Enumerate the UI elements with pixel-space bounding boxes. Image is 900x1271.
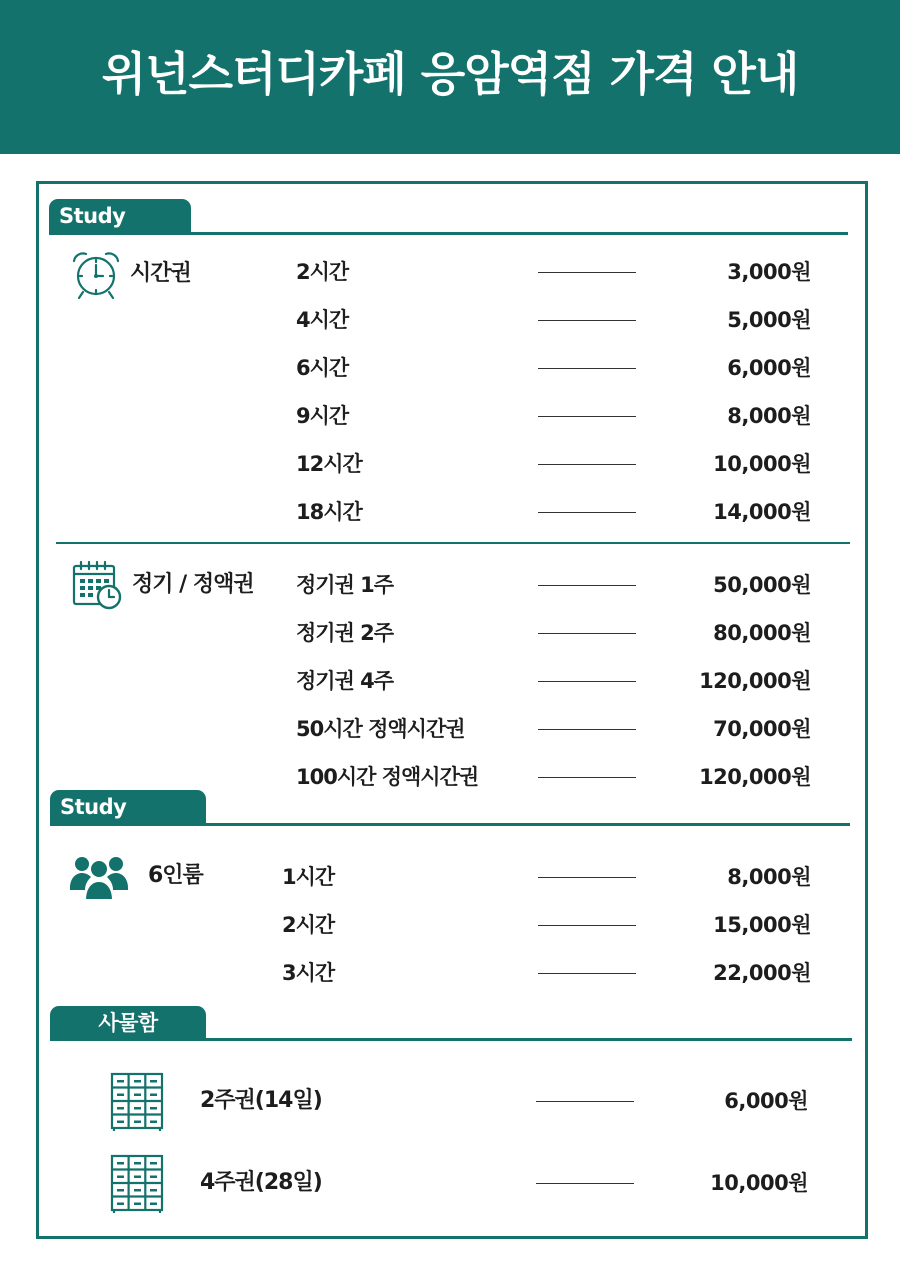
item-price: 14,000원 bbox=[713, 500, 811, 524]
leader-line bbox=[538, 633, 636, 634]
item-price: 3,000원 bbox=[727, 260, 811, 284]
item-price: 80,000원 bbox=[713, 621, 811, 645]
price-row bbox=[0, 497, 900, 527]
item-price: 8,000원 bbox=[727, 404, 811, 428]
header-banner bbox=[0, 0, 900, 154]
price-row bbox=[0, 570, 900, 600]
price-row bbox=[0, 666, 900, 696]
item-name: 정기권 1주 bbox=[296, 573, 394, 597]
item-price: 5,000원 bbox=[727, 308, 811, 332]
price-row bbox=[0, 401, 900, 431]
leader-line bbox=[538, 925, 636, 926]
item-name: 2시간 bbox=[282, 913, 335, 937]
item-name: 9시간 bbox=[296, 404, 349, 428]
price-row bbox=[0, 1168, 900, 1198]
price-row bbox=[0, 257, 900, 287]
price-row bbox=[0, 958, 900, 988]
item-name: 4주권(28일) bbox=[200, 1170, 322, 1195]
item-price: 50,000원 bbox=[713, 573, 811, 597]
item-price: 70,000원 bbox=[713, 717, 811, 741]
section-divider bbox=[49, 232, 848, 235]
section-tag-study-room: Study Room bbox=[50, 790, 206, 824]
leader-line bbox=[538, 464, 636, 465]
section-tag-study-zone: Study Zone bbox=[49, 199, 191, 233]
item-price: 8,000원 bbox=[727, 865, 811, 889]
item-name: 4시간 bbox=[296, 308, 349, 332]
item-name: 1시간 bbox=[282, 865, 335, 889]
price-row bbox=[0, 305, 900, 335]
category-label: 정기 / 정액권 bbox=[132, 571, 254, 597]
item-price: 10,000원 bbox=[713, 452, 811, 476]
leader-line bbox=[538, 729, 636, 730]
leader-line bbox=[536, 1101, 634, 1102]
leader-line bbox=[536, 1183, 634, 1184]
page-title: 위넌스터디카페 응암역점 가격 안내 bbox=[101, 47, 799, 101]
item-name: 2시간 bbox=[296, 260, 349, 284]
leader-line bbox=[538, 416, 636, 417]
category-divider bbox=[56, 542, 850, 544]
leader-line bbox=[538, 368, 636, 369]
item-name: 정기권 4주 bbox=[296, 669, 394, 693]
category-label: 6인룸 bbox=[148, 862, 203, 888]
item-name: 18시간 bbox=[296, 500, 362, 524]
price-row bbox=[0, 910, 900, 940]
category-label: 시간권 bbox=[130, 260, 191, 286]
item-name: 100시간 정액시간권 bbox=[296, 765, 479, 789]
item-price: 6,000원 bbox=[727, 356, 811, 380]
item-name: 정기권 2주 bbox=[296, 621, 394, 645]
price-row bbox=[0, 862, 900, 892]
item-price: 120,000원 bbox=[699, 765, 811, 789]
price-row bbox=[0, 1086, 900, 1116]
item-price: 10,000원 bbox=[710, 1171, 808, 1195]
item-name: 12시간 bbox=[296, 452, 362, 476]
leader-line bbox=[538, 320, 636, 321]
leader-line bbox=[538, 973, 636, 974]
leader-line bbox=[538, 777, 636, 778]
section-divider bbox=[50, 823, 850, 826]
leader-line bbox=[538, 681, 636, 682]
price-row bbox=[0, 618, 900, 648]
item-price: 22,000원 bbox=[713, 961, 811, 985]
item-name: 3시간 bbox=[282, 961, 335, 985]
leader-line bbox=[538, 512, 636, 513]
price-row bbox=[0, 762, 900, 792]
price-row bbox=[0, 714, 900, 744]
item-name: 6시간 bbox=[296, 356, 349, 380]
price-row bbox=[0, 449, 900, 479]
item-price: 15,000원 bbox=[713, 913, 811, 937]
item-price: 6,000원 bbox=[724, 1089, 808, 1113]
price-row bbox=[0, 353, 900, 383]
leader-line bbox=[538, 585, 636, 586]
section-tag-locker: 사물함 bbox=[50, 1006, 206, 1040]
item-name: 2주권(14일) bbox=[200, 1088, 322, 1113]
leader-line bbox=[538, 272, 636, 273]
item-name: 50시간 정액시간권 bbox=[296, 717, 465, 741]
leader-line bbox=[538, 877, 636, 878]
item-price: 120,000원 bbox=[699, 669, 811, 693]
section-divider bbox=[50, 1038, 852, 1041]
